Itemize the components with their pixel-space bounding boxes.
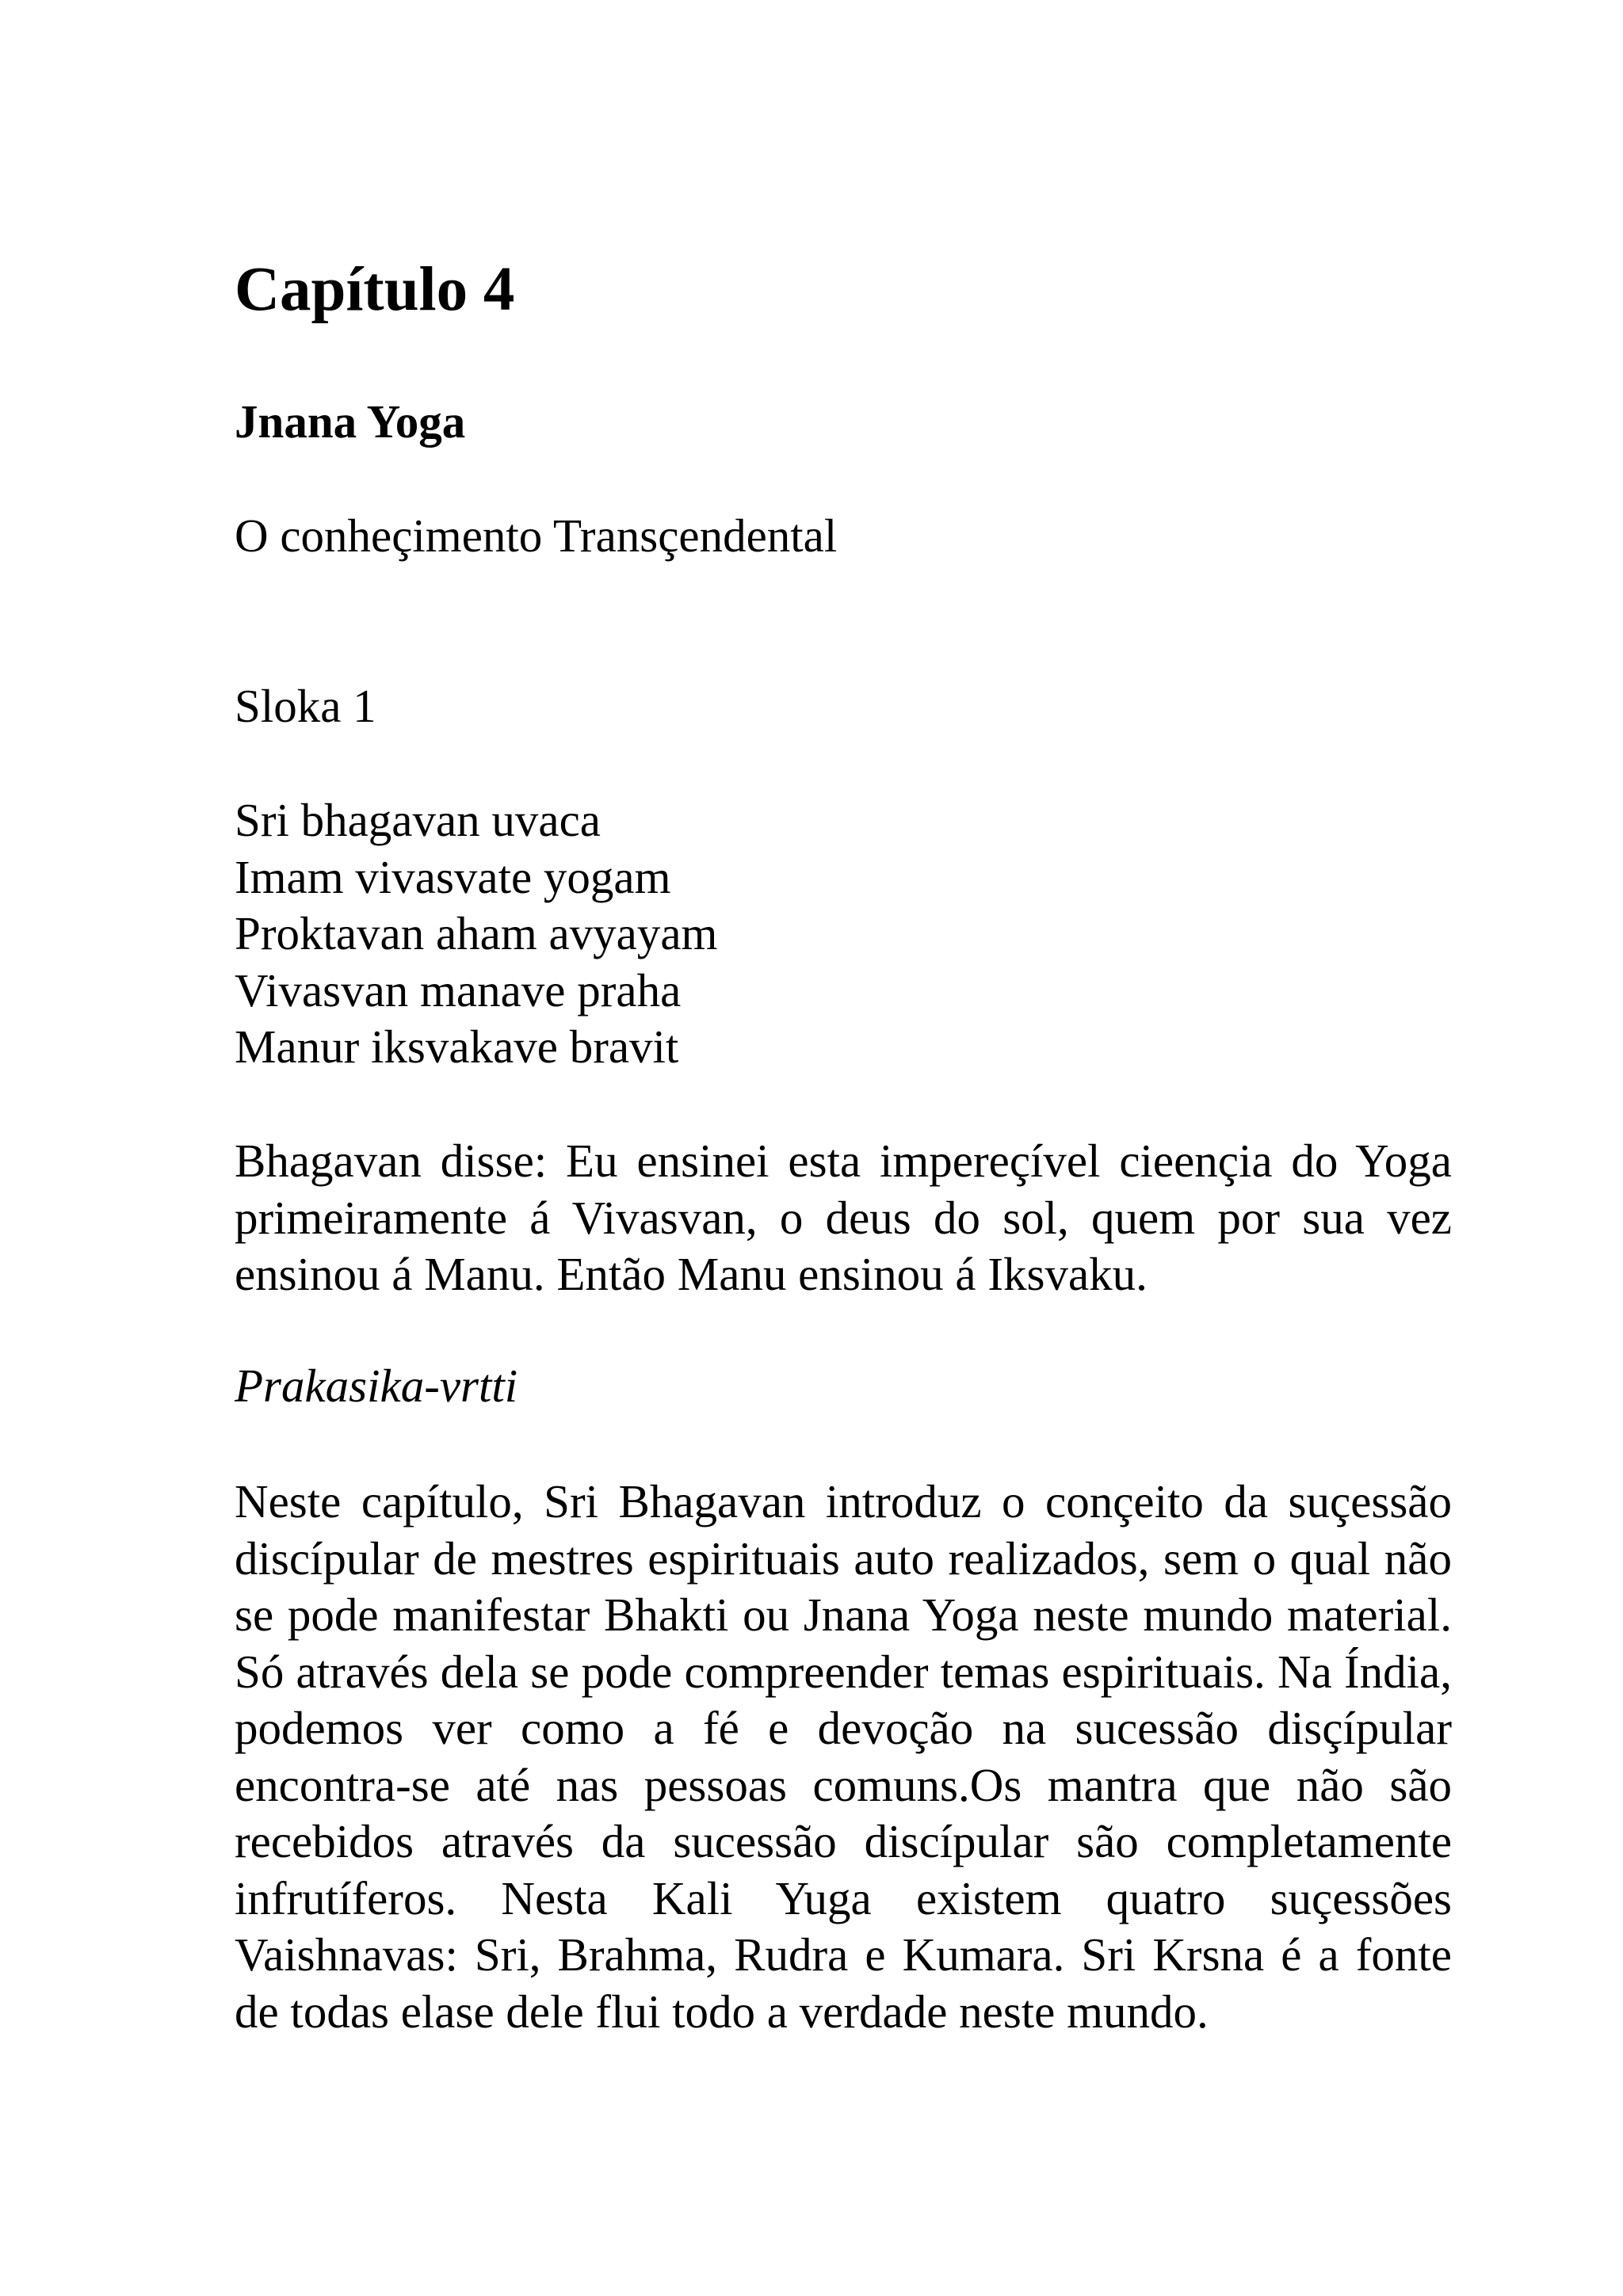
chapter-title: Capítulo 4	[235, 255, 515, 324]
chapter-tagline: O conheçimento Transçendental	[235, 509, 838, 562]
verse-line: Proktavan aham avyayam	[235, 907, 718, 959]
sloka-verse	[235, 792, 717, 1076]
sloka-label: Sloka 1	[235, 680, 376, 732]
commentary-label: Prakasika-vrtti	[235, 1360, 518, 1412]
verse-line: Sri bhagavan uvaca	[235, 794, 601, 846]
verse-line: Imam vivasvate yogam	[235, 850, 671, 903]
commentary-body: Neste capítulo, Sri Bhagavan introduz o conçeito da suçessão discípular de mestres espirituais auto realizados, sem o qual não se pode manifestar Bhakti ou Jnana Yoga neste mundo material. Só através dela se pode compreender temas espirituais. Na Índia, podemos ver como a fé e devoção na sucessão disçípular encontra-se até nas pessoas comuns.Os mantra que não são recebidos através da sucessão discípular são completamente infrutíferos. Nesta Kali Yuga existem quatro suçessões Vaishnavas: Sri, Brahma, Rudra e Kumara. Sri Krsna é a fonte de todas elase dele flui todo a verdade neste mundo.	[235, 1475, 1452, 2038]
verse-line: Vivasvan manave praha	[235, 963, 682, 1016]
sloka-translation: Bhagavan disse: Eu ensinei esta impereçível cieençia do Yoga primeiramente á Vivasvan, o deus do sol, quem por sua vez ensinou á Manu. Então Manu ensinou á Iksvaku.	[235, 1135, 1452, 1300]
verse-line: Manur iksvakave bravit	[235, 1020, 679, 1073]
chapter-subtitle: Jnana Yoga	[235, 395, 466, 448]
